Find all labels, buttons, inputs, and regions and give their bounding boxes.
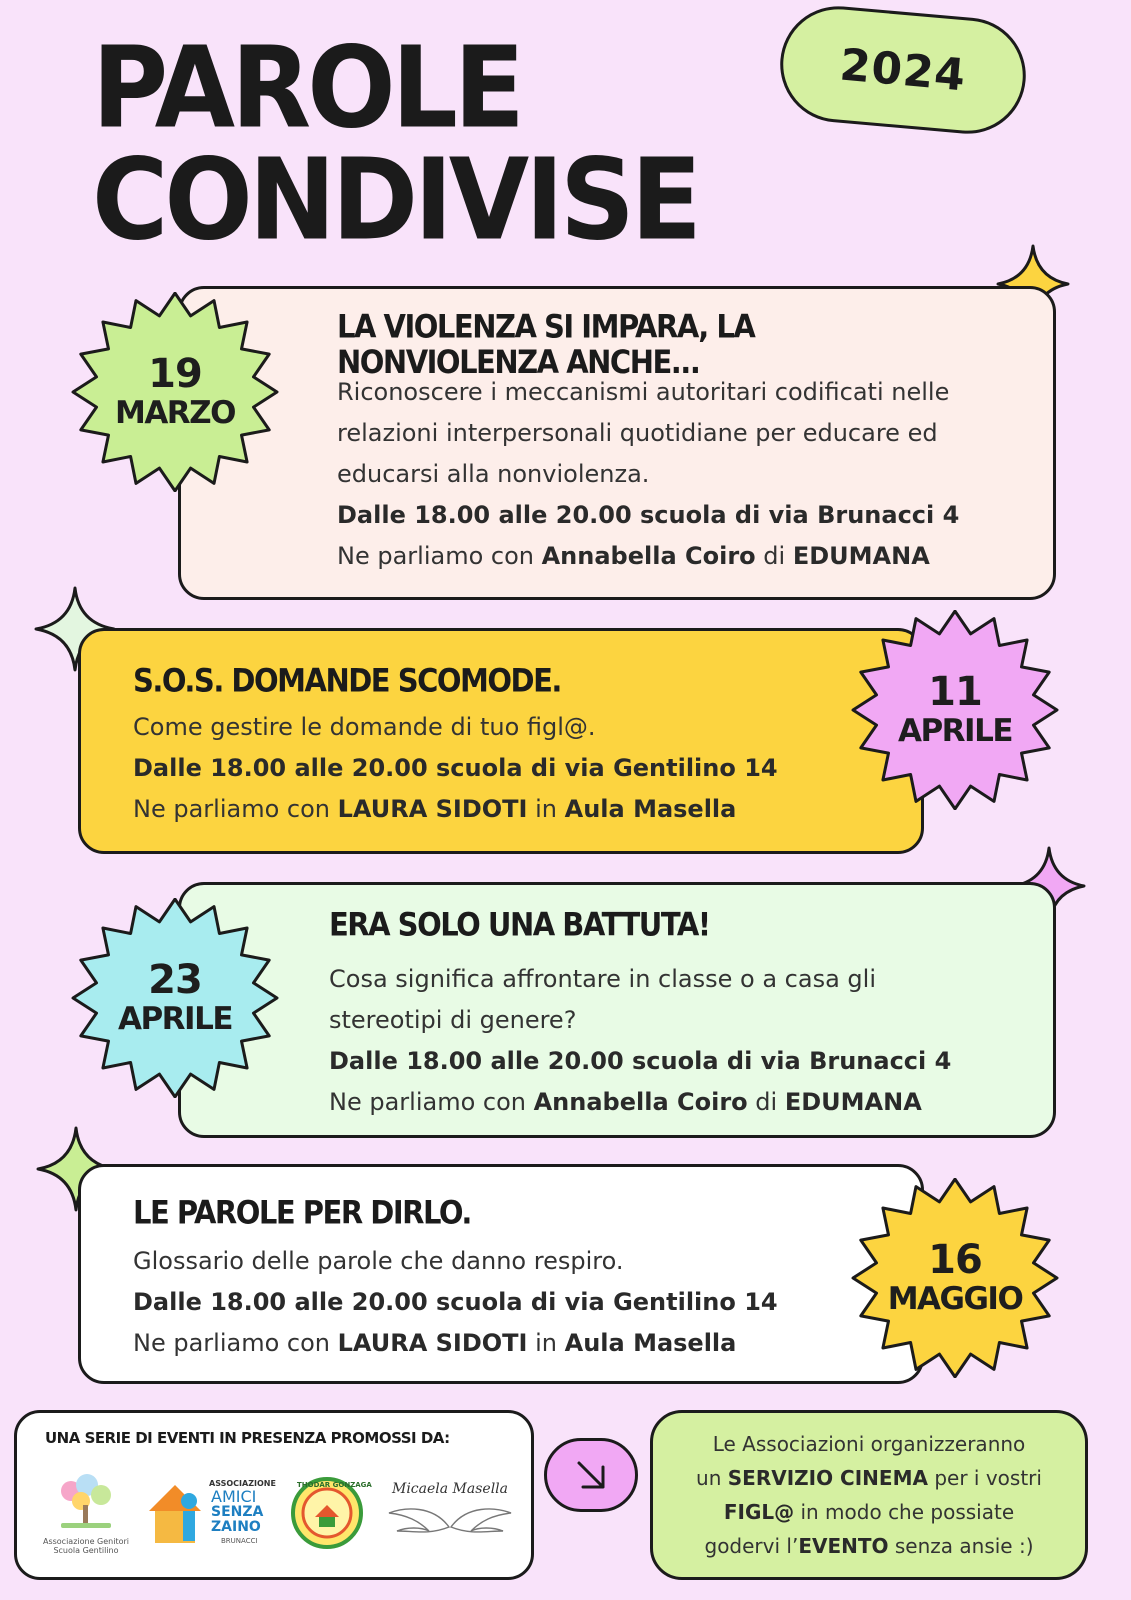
event-card-3 [178,882,1056,1138]
event-body: Come gestire le domande di tuo figl@. Dalle 18.00 alle 20.00 scuola di via Gentilino 14 Ne parliamo con LAURA SIDOTI in Aula Masella [133,707,778,830]
event-schedule: Dalle 18.00 alle 20.00 scuola di via Gentilino 14 [133,1288,778,1316]
house-icon [145,1479,207,1549]
date-badge-3: 23 APRILE [70,898,280,1098]
logo-strip [41,1471,511,1567]
event-body: Riconoscere i meccanismi autoritari codificati nelle relazioni interpersonali quotidiane per educare ed educarsi alla nonviolenza. Dalle 18.00 alle 20.00 scuola di via Brunacci 4 Ne parliamo con Annabella Coiro di EDUMANA [337,372,959,577]
event-body: Glossario delle parole che danno respiro. Dalle 18.00 alle 20.00 scuola di via Gentilino 14 Ne parliamo con LAURA SIDOTI in Aula Masella [133,1241,778,1364]
logo-amici-senza-zaino: ASSOCIAZIONE AMICI SENZA ZAINO BRUNACCI [145,1475,267,1555]
title-line-2: CONDIVISE [92,133,698,266]
promoters-panel [14,1410,534,1580]
event-speaker: Ne parliamo con Annabella Coiro di EDUMANA [329,1088,922,1116]
event-schedule: Dalle 18.00 alle 20.00 scuola di via Brunacci 4 [329,1047,952,1075]
cinema-service-note: Le Associazioni organizzeranno un SERVIZIO CINEMA per i vostri FIGL@ in modo che possiate godervi l’EVENTO senza ansie :) [650,1410,1088,1580]
event-body: Cosa significa affrontare in classe o a casa gli stereotipi di genere? Dalle 18.00 alle 20.00 scuola di via Brunacci 4 Ne parliamo con Annabella Coiro di EDUMANA [329,959,951,1123]
arrow-down-right-icon [571,1455,611,1495]
event-card-4 [78,1164,924,1384]
event-title: ERA SOLO UNA BATTUTA! [329,905,710,944]
logo-thodar-gonzaga: THODAR GONZAGA [291,1477,363,1549]
logo-associazione-genitori: Associazione Genitori Scuola Gentilino [41,1471,131,1555]
wings-icon [385,1497,515,1541]
flower-tree-icon [41,1471,131,1533]
title-line-1: PAROLE [92,21,521,154]
event-card-2 [78,628,924,854]
year-label: 2024 [837,39,969,101]
event-schedule: Dalle 18.00 alle 20.00 scuola di via Gentilino 14 [133,754,778,782]
logo-micaela-masella: Micaela Masella [385,1481,515,1551]
event-card-1 [178,286,1056,600]
date-badge-1: 19 MARZO [70,292,280,492]
arrow-down-right-button [544,1438,638,1512]
year-pill [775,2,1030,139]
promoters-label: UNA SERIE DI EVENTI IN PRESENZA PROMOSSI DA: [45,1429,450,1447]
date-badge-2: 11 APRILE [850,610,1060,810]
event-title: LE PAROLE PER DIRLO. [133,1193,471,1232]
event-speaker: Ne parliamo con LAURA SIDOTI in Aula Masella [133,1329,737,1357]
event-title: LA VIOLENZA SI IMPARA, LA NONVIOLENZA ANCHE... [337,307,755,381]
date-badge-4: 16 MAGGIO [850,1178,1060,1378]
event-schedule: Dalle 18.00 alle 20.00 scuola di via Brunacci 4 [337,501,960,529]
event-title: S.O.S. DOMANDE SCOMODE. [133,661,561,700]
event-speaker: Ne parliamo con LAURA SIDOTI in Aula Masella [133,795,737,823]
event-speaker: Ne parliamo con Annabella Coiro di EDUMANA [337,542,930,570]
